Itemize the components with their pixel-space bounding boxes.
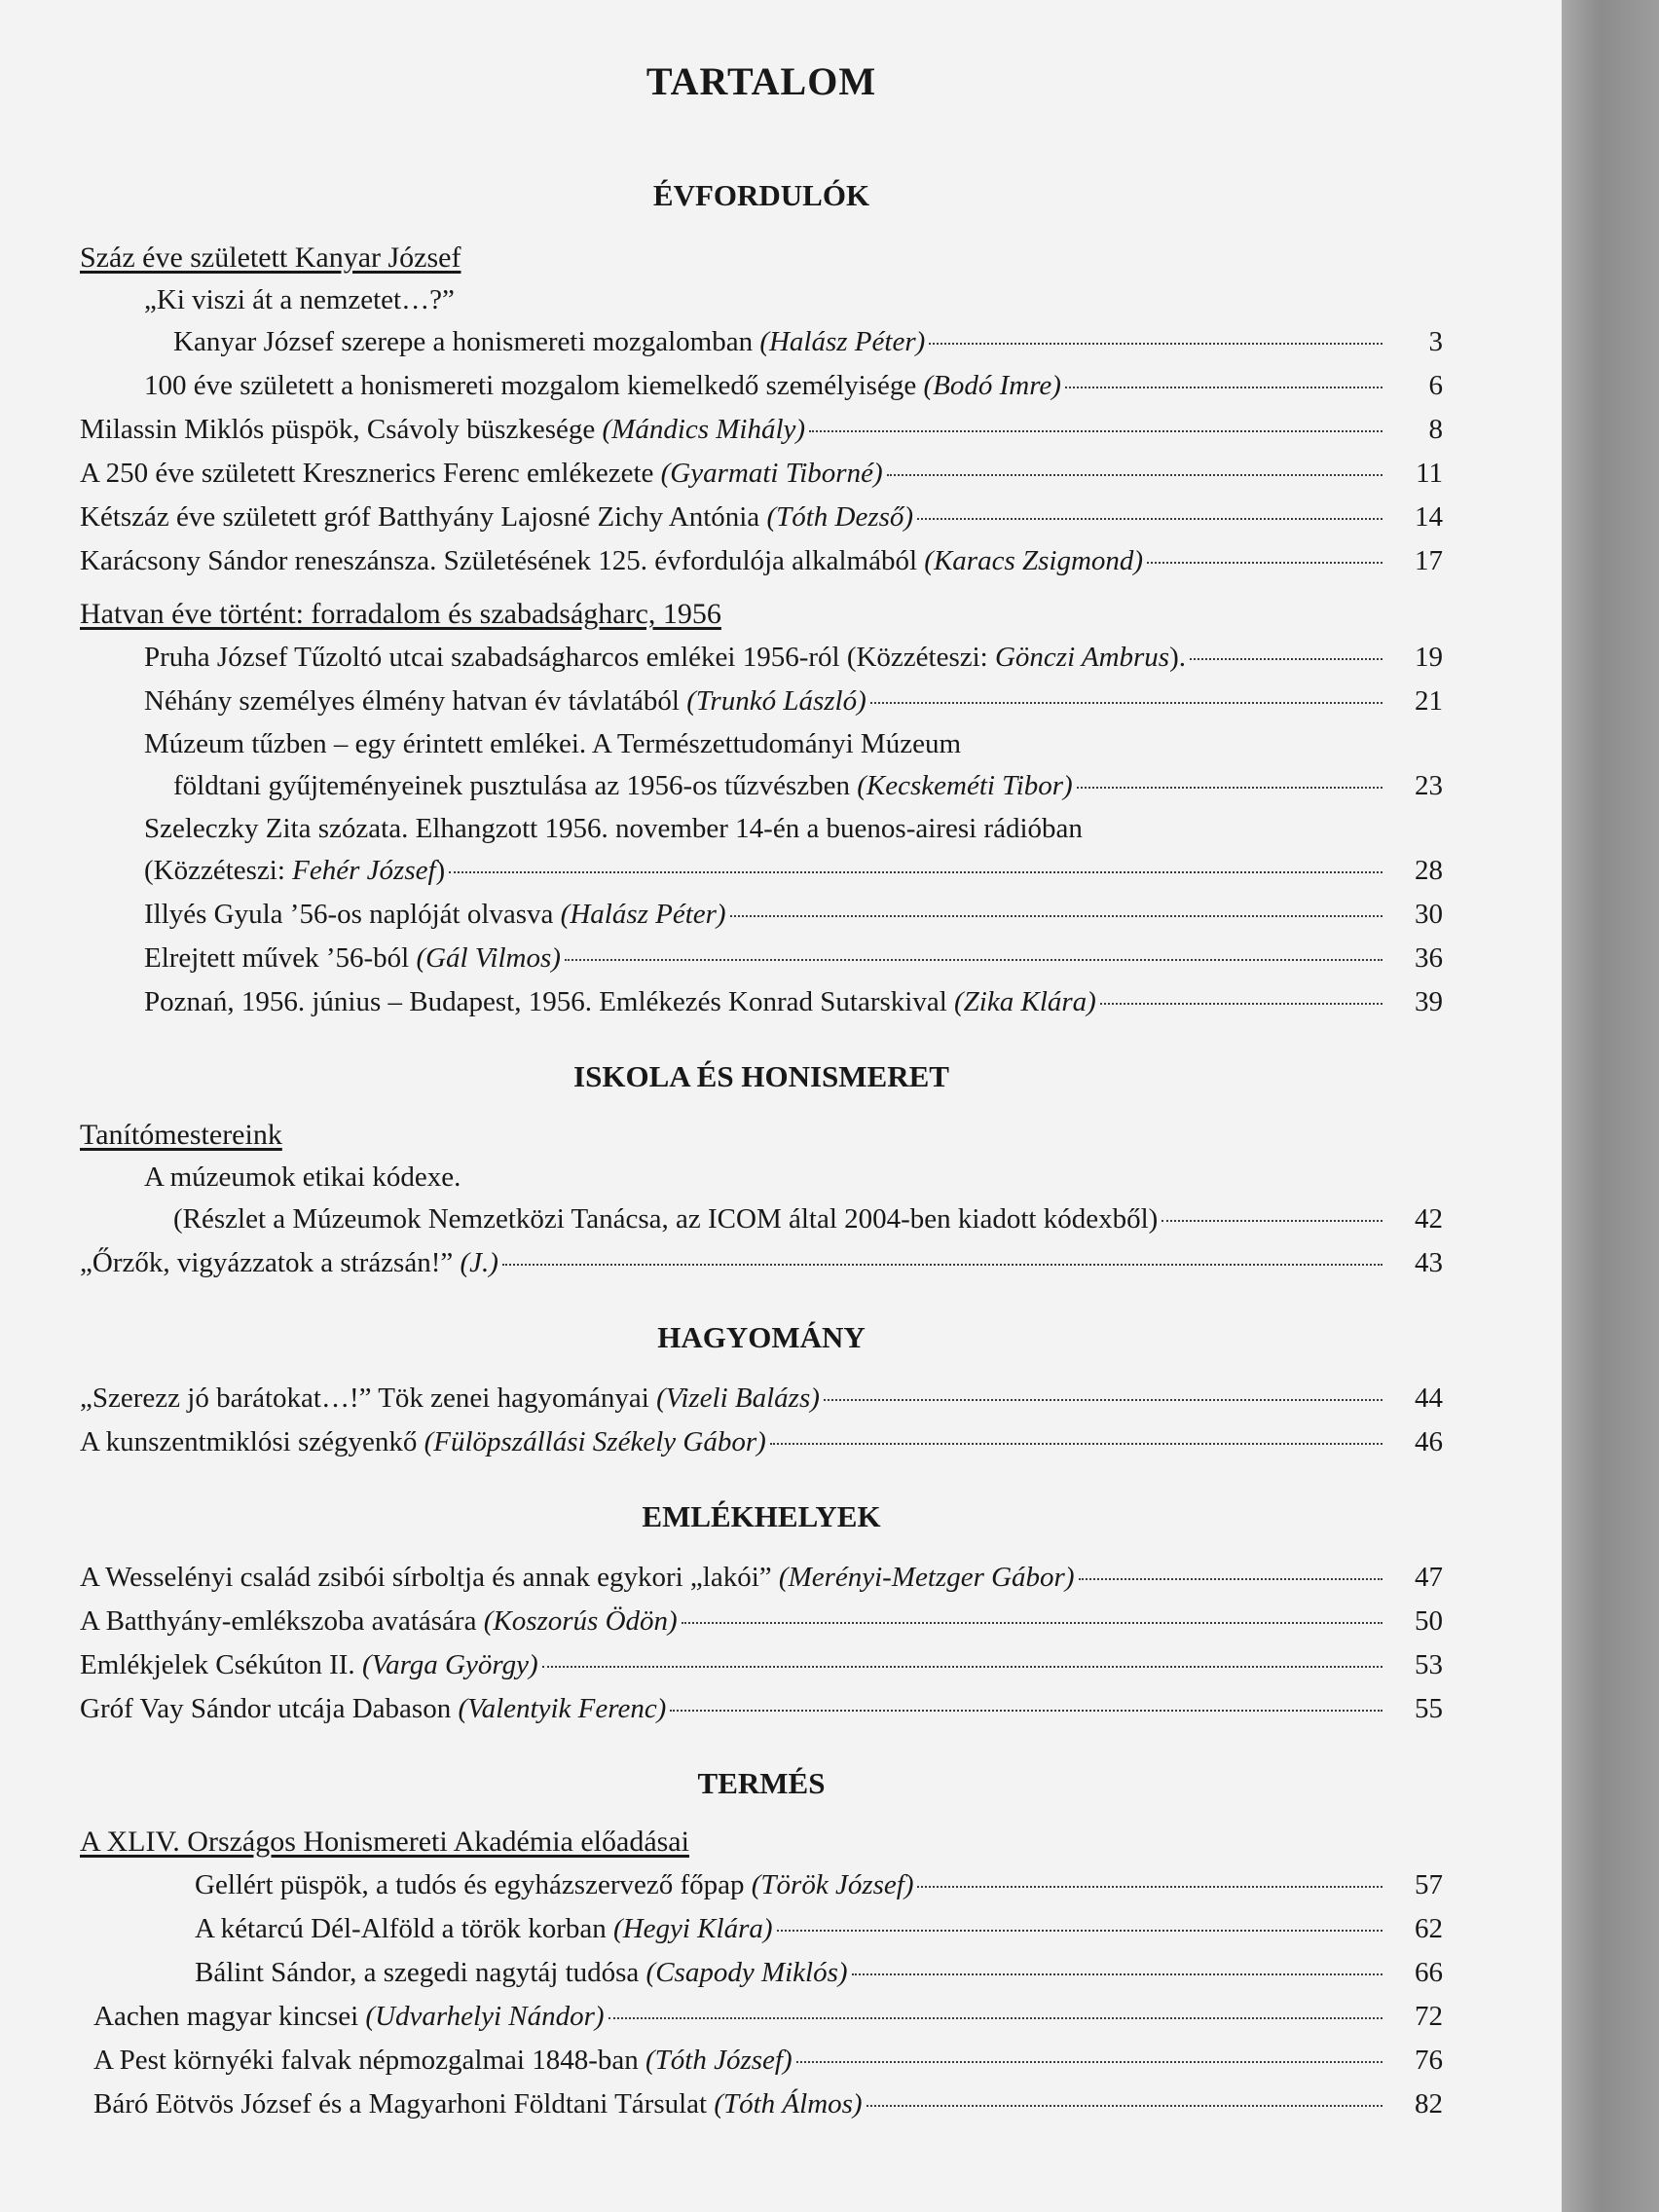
entry-title-line: A múzeumok etikai kódexe. — [144, 1161, 461, 1193]
entry-author: (Hegyi Klára) — [613, 1913, 773, 1944]
entry-title: földtani gyűjteményeinek pusztulása az 1956-os tűzvészben — [173, 770, 858, 801]
entry-title: Kanyar József szerepe a honismereti mozgalomban — [173, 326, 760, 357]
entry-author: (Koszorús Ödön) — [483, 1605, 678, 1637]
entry-author: (Udvarhelyi Nándor) — [365, 2001, 605, 2032]
dot-leader — [670, 1710, 1382, 1712]
toc-entry — [80, 1863, 1443, 1907]
page-number: 8 — [1428, 414, 1443, 445]
page-number: 21 — [1415, 685, 1443, 717]
toc-entry — [80, 808, 1443, 893]
entry-author: (Halász Péter) — [560, 899, 726, 930]
entry-author: (Vizeli Balázs) — [656, 1382, 820, 1414]
page-number: 43 — [1415, 1247, 1443, 1278]
dot-leader — [1077, 787, 1382, 789]
dot-leader — [824, 1399, 1382, 1401]
entry-title: „Őrzők, vigyázzatok a strázsán!” — [80, 1247, 461, 1278]
entry-title: Gellért püspök, a tudós és egyházszervező főpap — [195, 1869, 752, 1900]
toc-entry — [80, 1907, 1443, 1951]
page-number: 17 — [1415, 545, 1443, 576]
entry-author: (Trunkó László) — [686, 685, 866, 717]
dot-leader — [887, 474, 1382, 476]
dot-leader — [1100, 1003, 1382, 1005]
entry-author: (Gál Vilmos) — [416, 942, 561, 974]
entry-title: A Pest környéki falvak népmozgalmai 1848-ban — [93, 2045, 645, 2076]
entry-title: (Közzéteszi: — [144, 855, 293, 886]
entry-title: Gróf Vay Sándor utcája Dabason — [80, 1693, 459, 1724]
page-number: 62 — [1415, 1913, 1443, 1944]
section-heading-hagyomany: HAGYOMÁNY — [657, 1320, 866, 1354]
entry-author: (Gyarmati Tiborné) — [660, 458, 883, 489]
toc-entry — [80, 636, 1443, 680]
dot-leader — [929, 343, 1382, 345]
entry-author: (Varga György) — [361, 1649, 538, 1680]
entry-title: Poznań, 1956. június – Budapest, 1956. Emlékezés Konrad Sutarskival — [144, 986, 955, 1017]
toc-entry — [80, 364, 1443, 408]
dot-leader — [449, 871, 1382, 873]
page-number: 76 — [1415, 2045, 1443, 2076]
toc-entry — [80, 1556, 1443, 1600]
dot-leader — [1190, 658, 1382, 660]
entry-title: Néhány személyes élmény hatvan év távlatából — [144, 685, 687, 717]
entry-title: A kétarcú Dél-Alföld a török korban — [195, 1913, 614, 1944]
dot-leader — [917, 1886, 1382, 1888]
toc-entry — [80, 1420, 1443, 1464]
page-number: 14 — [1415, 501, 1443, 533]
toc-entry — [80, 2039, 1443, 2083]
toc-entry — [80, 408, 1443, 452]
entry-title: Bálint Sándor, a szegedi nagytáj tudósa — [195, 1957, 646, 1988]
group-heading-hatvan: Hatvan éve történt: forradalom és szabadságharc, 1956 — [80, 598, 721, 630]
page-number: 39 — [1415, 986, 1443, 1017]
entry-title: Báró Eötvös József és a Magyarhoni Földtani Társulat — [93, 2088, 715, 2120]
toc-entry — [80, 1951, 1443, 1995]
page-number: 72 — [1415, 2001, 1443, 2032]
entry-author: (Valentyik Ferenc) — [458, 1693, 667, 1724]
toc-entry — [80, 1995, 1443, 2039]
page-number: 47 — [1415, 1562, 1443, 1593]
page-number: 46 — [1415, 1426, 1443, 1457]
dot-leader — [770, 1443, 1382, 1445]
entry-author: Gönczi Ambrus — [994, 642, 1170, 673]
dot-leader — [1161, 1220, 1382, 1222]
table-of-contents — [80, 58, 1443, 2126]
entry-title: Milassin Miklós püspök, Csávoly büszkesége — [80, 414, 603, 445]
entry-title-line: Múzeum tűzben – egy érintett emlékei. A Természettudományi Múzeum — [144, 728, 962, 759]
toc-entry — [80, 937, 1443, 980]
entry-author: (Merényi-Metzger Gábor) — [778, 1562, 1075, 1593]
dot-leader — [1065, 387, 1382, 388]
page-number: 57 — [1415, 1869, 1443, 1900]
page-number: 36 — [1415, 942, 1443, 974]
section-heading-termes: TERMÉS — [697, 1766, 826, 1800]
page-number: 11 — [1416, 458, 1443, 489]
dot-leader — [777, 1930, 1382, 1932]
page-number: 3 — [1428, 326, 1443, 357]
page-number: 50 — [1415, 1605, 1443, 1637]
entry-title: Karácsony Sándor reneszánsza. Születésének 125. évfordulója alkalmából — [80, 545, 925, 576]
page-number: 19 — [1415, 642, 1443, 673]
entry-title-tail: ). — [1169, 642, 1187, 673]
toc-entry — [80, 1687, 1443, 1731]
entry-author: (Halász Péter) — [759, 326, 926, 357]
group-heading-akademia: A XLIV. Országos Honismereti Akadémia előadásai — [80, 1825, 689, 1858]
dot-leader — [565, 959, 1382, 961]
entry-title: 100 éve született a honismereti mozgalom kiemelkedő személyisége — [144, 370, 924, 401]
toc-entry — [80, 723, 1443, 808]
toc-entry — [80, 1241, 1443, 1285]
entry-title: Illyés Gyula ’56-os naplóját olvasva — [144, 899, 561, 930]
entry-author: (Tóth Álmos) — [714, 2088, 863, 2120]
toc-entry — [80, 1377, 1443, 1420]
entry-title: Kétszáz éve született gróf Batthyány Lajosné Zichy Antónia — [80, 501, 767, 533]
dot-leader — [682, 1622, 1382, 1624]
dot-leader — [730, 915, 1382, 917]
group-heading-tanitomestereink: Tanítómestereink — [80, 1119, 282, 1151]
entry-author: (Karacs Zsigmond) — [924, 545, 1144, 576]
entry-title: Aachen magyar kincsei — [93, 2001, 366, 2032]
page-number: 30 — [1415, 899, 1443, 930]
toc-entry — [80, 1600, 1443, 1643]
entry-title: Emlékjelek Csékúton II. — [80, 1649, 362, 1680]
dot-leader — [852, 1973, 1382, 1975]
dot-leader — [542, 1666, 1382, 1668]
page-number: 28 — [1415, 855, 1443, 886]
entry-author: (Csapody Miklós) — [645, 1957, 848, 1988]
entry-title: Elrejtett művek ’56-ból — [144, 942, 417, 974]
page-number: 42 — [1415, 1203, 1443, 1235]
toc-entry — [80, 1643, 1443, 1687]
section-heading-iskola: ISKOLA ÉS HONISMERET — [573, 1059, 949, 1093]
dot-leader — [809, 430, 1382, 432]
toc-entry — [80, 1157, 1443, 1241]
entry-author: (Fülöpszállási Székely Gábor) — [424, 1426, 766, 1457]
entry-author: (Tóth Dezső) — [766, 501, 914, 533]
entry-title-line: „Ki viszi át a nemzetet…?” — [144, 284, 455, 315]
dot-leader — [1147, 562, 1382, 564]
toc-entry — [80, 279, 1443, 364]
entry-title: Pruha József Tűzoltó utcai szabadságharcos emlékei 1956-ról (Közzéteszi: — [144, 642, 995, 673]
entry-title: A Wesselényi család zsibói sírboltja és annak egykori „lakói” — [80, 1562, 779, 1593]
dot-leader — [917, 518, 1382, 520]
entry-title: A kunszentmiklósi szégyenkő — [80, 1426, 424, 1457]
entry-title: (Részlet a Múzeumok Nemzetközi Tanácsa, az ICOM által 2004-ben kiadott kódexből) — [173, 1203, 1159, 1235]
page-number: 23 — [1415, 770, 1443, 801]
page-edge-shadow — [1562, 0, 1659, 2212]
group-heading-kanyar: Száz éve született Kanyar József — [80, 241, 461, 274]
page-title: TARTALOM — [645, 59, 877, 103]
entry-author: (Zika Klára) — [954, 986, 1096, 1017]
entry-author: Fehér József — [292, 855, 436, 886]
page-number: 55 — [1415, 1693, 1443, 1724]
entry-author: (J.) — [460, 1247, 498, 1278]
entry-title: „Szerezz jó barátokat…!” Tök zenei hagyományai — [80, 1382, 657, 1414]
toc-entry — [80, 2083, 1443, 2126]
section-heading-emlekhelyek: EMLÉKHELYEK — [642, 1499, 881, 1533]
page-number: 44 — [1415, 1382, 1443, 1414]
entry-title: A 250 éve született Kresznerics Ferenc emlékezete — [80, 458, 661, 489]
page-number: 53 — [1415, 1649, 1443, 1680]
toc-entry — [80, 893, 1443, 937]
page-number: 82 — [1415, 2088, 1443, 2120]
entry-title-line: Szeleczky Zita szózata. Elhangzott 1956. november 14-én a buenos-airesi rádióban — [144, 813, 1083, 844]
page-number: 6 — [1428, 370, 1443, 401]
dot-leader — [608, 2017, 1382, 2019]
dot-leader — [1079, 1578, 1383, 1580]
entry-author: (Mándics Mihály) — [602, 414, 806, 445]
dot-leader — [870, 702, 1382, 704]
section-heading-evfordulok: ÉVFORDULÓK — [652, 178, 870, 212]
entry-author: (Török József) — [751, 1869, 914, 1900]
toc-entry — [80, 980, 1443, 1024]
dot-leader — [502, 1264, 1382, 1266]
entry-author: (Tóth József) — [645, 2045, 793, 2076]
entry-author: (Kecskeméti Tibor) — [857, 770, 1073, 801]
page-number: 66 — [1415, 1957, 1443, 1988]
toc-entry — [80, 496, 1443, 539]
dot-leader — [796, 2061, 1382, 2063]
toc-entry — [80, 680, 1443, 723]
entry-title-tail: ) — [435, 855, 446, 886]
dot-leader — [866, 2105, 1382, 2107]
entry-author: (Bodó Imre) — [923, 370, 1061, 401]
entry-title: A Batthyány-emlékszoba avatására — [80, 1605, 484, 1637]
toc-entry — [80, 452, 1443, 496]
toc-entry — [80, 539, 1443, 583]
